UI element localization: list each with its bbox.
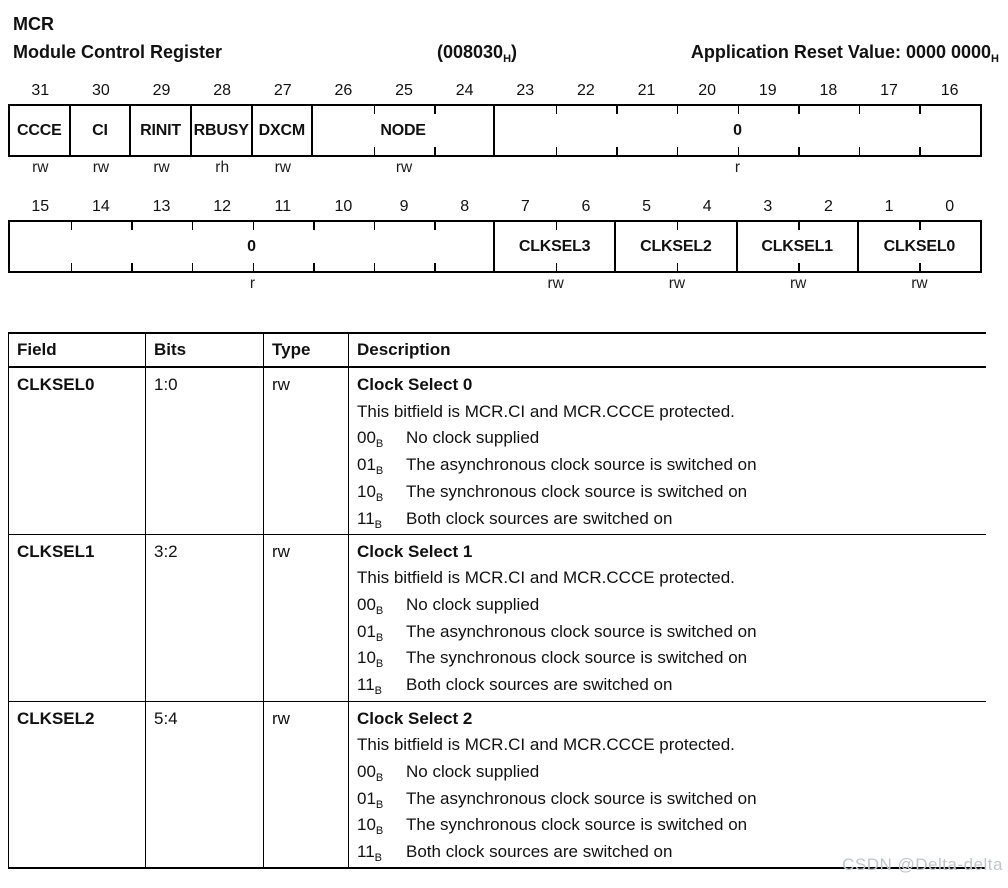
register-reset-value: Application Reset Value: 0000 $0000_H$	[690, 42, 999, 65]
field-description-cell	[349, 367, 986, 534]
access-type-label: rw	[92, 159, 110, 176]
bit-boundary-tick	[616, 106, 618, 114]
bit-number: 9	[399, 198, 409, 215]
access-type-label: rw	[395, 159, 413, 176]
bit-boundary-tick	[556, 222, 558, 230]
bit-boundary-tick	[798, 147, 800, 155]
value-code-subscript: B	[375, 798, 384, 811]
value-code: $10_B$	[357, 815, 384, 838]
register-long-name: Module Control Register	[13, 42, 223, 62]
bit-number: 4	[702, 198, 712, 215]
bit-number: 10	[334, 198, 353, 215]
field-type-cell: rw	[264, 534, 349, 701]
bit-number: 13	[152, 198, 171, 215]
value-code: $11_B$	[357, 675, 382, 698]
bit-boundary-tick	[374, 222, 376, 230]
value-code-subscript: B	[375, 604, 384, 617]
bit-boundary-tick	[798, 222, 800, 230]
description-title: Clock Select 0	[357, 375, 473, 394]
bit-field-label: 0	[247, 237, 256, 255]
bit-field-label: 0	[733, 121, 742, 139]
bit-number: 3	[763, 198, 773, 215]
value-code-subscript: B	[375, 491, 384, 504]
value-text: The synchronous clock source is switched on	[406, 648, 748, 668]
value-code: $01_B$	[357, 621, 384, 644]
bit-number: 17	[880, 82, 898, 99]
bit-boundary-tick	[71, 222, 73, 230]
table-row	[9, 534, 986, 701]
bit-boundary-tick	[859, 147, 861, 155]
value-code-subscript: B	[375, 438, 384, 451]
bit-field-cell	[131, 106, 192, 155]
bit-boundary-tick	[253, 263, 255, 271]
table-header-row	[9, 333, 986, 367]
value-code: $11_B$	[357, 842, 382, 865]
bit-boundary-tick	[677, 222, 679, 230]
column-header-description: Description	[349, 333, 986, 367]
value-code: $00_B$	[357, 761, 384, 784]
access-type-label: rw	[789, 275, 807, 292]
bit-boundary-tick	[556, 147, 558, 155]
watermark: CSDN @Delta-delta	[842, 855, 1003, 874]
bit-boundary-tick	[131, 222, 133, 230]
field-type-cell: rw	[264, 367, 349, 534]
bit-field-label: CI	[92, 121, 108, 139]
value-text: The synchronous clock source is switched on	[406, 815, 748, 835]
bit-number: 8	[460, 198, 470, 215]
value-code-subscript: B	[375, 658, 384, 671]
bit-boundary-tick	[859, 106, 861, 114]
bit-boundary-tick	[616, 147, 618, 155]
bit-field-cell	[71, 106, 132, 155]
value-text: Both clock sources are switched on	[406, 842, 673, 862]
access-type-label: r	[249, 275, 256, 292]
bit-number: 2	[823, 198, 833, 215]
bit-boundary-tick	[798, 106, 800, 114]
register-short-name: MCR	[13, 14, 54, 34]
bit-boundary-tick	[313, 222, 315, 230]
access-type-label: rh	[215, 159, 230, 176]
access-type-label: rw	[911, 275, 928, 292]
bit-boundary-tick	[919, 106, 921, 114]
value-code: $10_B$	[357, 648, 384, 671]
register-bit-row	[8, 104, 982, 157]
register-address: $(008030_H)$	[437, 42, 518, 65]
field-name-cell: CLKSEL2	[9, 701, 146, 868]
bit-boundary-tick	[434, 222, 436, 230]
bit-field-cell	[313, 106, 495, 155]
access-type-label: rw	[547, 275, 564, 292]
bit-number: 6	[581, 198, 591, 215]
value-code: $10_B$	[357, 481, 384, 504]
bit-boundary-tick	[434, 263, 436, 271]
bit-number: 18	[819, 82, 838, 99]
value-line	[357, 759, 986, 786]
bit-number: 14	[92, 198, 110, 215]
bit-boundary-tick	[313, 263, 315, 271]
value-text: Both clock sources are switched on	[406, 675, 673, 695]
bit-number: 22	[577, 82, 595, 99]
value-line	[357, 452, 986, 479]
table-row	[9, 701, 986, 868]
bit-boundary-tick	[374, 106, 376, 114]
field-bits-cell: 5:4	[146, 701, 264, 868]
description-note: This bitfield is MCR.CI and MCR.CCCE protected.	[357, 735, 735, 755]
bit-number: 29	[152, 82, 171, 99]
bit-number: 23	[516, 82, 535, 99]
field-description-cell	[349, 701, 986, 868]
column-header-bits: Bits	[146, 333, 264, 367]
bit-number: 19	[758, 82, 777, 99]
bit-field-label: DXCM	[258, 121, 305, 139]
value-code: $01_B$	[357, 455, 384, 478]
bit-number: 21	[637, 82, 656, 99]
value-text: No clock supplied	[406, 761, 540, 781]
bit-number: 5	[642, 198, 652, 215]
bit-number: 25	[395, 82, 413, 99]
bit-boundary-tick	[131, 263, 133, 271]
bit-boundary-tick	[434, 106, 436, 114]
value-line	[357, 645, 986, 672]
value-code-subscript: B	[375, 825, 384, 838]
description-note: This bitfield is MCR.CI and MCR.CCCE protected.	[357, 568, 735, 588]
bit-number: 11	[274, 198, 292, 215]
bit-boundary-tick	[192, 222, 194, 230]
bit-boundary-tick	[556, 263, 558, 271]
value-line	[357, 592, 986, 619]
access-type-label: rw	[32, 159, 49, 176]
bit-field-label: CLKSEL3	[518, 237, 591, 255]
bit-boundary-tick	[556, 106, 558, 114]
column-header-type: Type	[264, 333, 349, 367]
bit-number: 1	[884, 198, 894, 215]
bit-boundary-tick	[192, 263, 194, 271]
value-line	[357, 479, 986, 506]
value-line	[357, 425, 986, 452]
value-text: No clock supplied	[406, 594, 540, 614]
value-code-subscript: B	[375, 631, 384, 644]
value-code: $01_B$	[357, 788, 384, 811]
field-description-cell	[349, 534, 986, 701]
bit-number: 28	[213, 82, 232, 99]
bit-boundary-tick	[374, 147, 376, 155]
value-line	[357, 786, 986, 813]
access-type-label: rw	[668, 275, 686, 292]
value-text: Both clock sources are switched on	[406, 508, 673, 528]
register-bit-row	[8, 220, 982, 273]
field-type-cell: rw	[264, 701, 349, 868]
bit-number: 7	[520, 198, 530, 215]
bit-boundary-tick	[798, 263, 800, 271]
description-title: Clock Select 2	[357, 708, 473, 728]
bit-field-cell	[253, 106, 314, 155]
bit-boundary-tick	[253, 222, 255, 230]
bit-number: 16	[940, 82, 959, 99]
value-code-subscript: B	[375, 771, 384, 784]
access-type-label: r	[734, 159, 741, 176]
value-code: $11_B$	[357, 508, 382, 531]
field-name-cell: CLKSEL0	[9, 367, 146, 534]
value-line	[357, 506, 986, 533]
table-row	[9, 367, 986, 534]
bit-number: 30	[92, 82, 110, 99]
bit-field-cell	[10, 106, 71, 155]
bit-field-label: RINIT	[140, 121, 181, 139]
field-name-cell: CLKSEL1	[9, 534, 146, 701]
bit-boundary-tick	[677, 106, 679, 114]
bit-boundary-tick	[71, 263, 73, 271]
value-code: $00_B$	[357, 428, 384, 451]
value-text: The asynchronous clock source is switched on	[406, 621, 757, 641]
description-note: This bitfield is MCR.CI and MCR.CCCE protected.	[357, 401, 735, 421]
bit-field-label: CLKSEL2	[640, 237, 712, 255]
bit-boundary-tick	[738, 147, 740, 155]
value-code-subscript: B	[375, 465, 384, 478]
bit-boundary-tick	[919, 263, 921, 271]
bit-number: 12	[213, 198, 232, 215]
bit-number: 27	[273, 82, 292, 99]
field-bits-cell: 3:2	[146, 534, 264, 701]
bit-boundary-tick	[738, 106, 740, 114]
bit-number: 24	[455, 82, 474, 99]
bit-number: 0	[945, 198, 955, 215]
bit-boundary-tick	[677, 263, 679, 271]
value-code-subscript: B	[374, 518, 382, 531]
value-text: No clock supplied	[406, 428, 540, 448]
bit-field-label: CLKSEL0	[883, 237, 956, 255]
bit-field-diagram	[0, 0, 1008, 310]
bit-number: 26	[334, 82, 353, 99]
bit-boundary-tick	[434, 147, 436, 155]
bit-number: 15	[31, 198, 50, 215]
value-code-subscript: B	[374, 852, 382, 865]
column-header-field: Field	[9, 333, 146, 367]
bit-boundary-tick	[374, 263, 376, 271]
bit-field-label: CLKSEL1	[761, 237, 833, 255]
value-line	[357, 619, 986, 646]
bit-field-label: NODE	[380, 121, 426, 139]
bit-boundary-tick	[919, 222, 921, 230]
bit-field-cell	[192, 106, 253, 155]
access-type-label: rw	[153, 159, 170, 176]
value-line	[357, 812, 986, 839]
bit-field-label: RBUSY	[193, 121, 249, 139]
field-bits-cell: 1:0	[146, 367, 264, 534]
bit-field-label: CCCE	[17, 121, 62, 139]
access-type-label: rw	[274, 159, 291, 176]
bit-number: 20	[698, 82, 717, 99]
value-line	[357, 672, 986, 699]
field-description-table	[8, 332, 986, 869]
value-text: The asynchronous clock source is switched on	[406, 788, 757, 808]
bit-number: 31	[31, 82, 50, 99]
value-text: The asynchronous clock source is switched on	[406, 455, 757, 475]
bit-boundary-tick	[677, 147, 679, 155]
description-title: Clock Select 1	[357, 541, 473, 561]
value-code: $00_B$	[357, 594, 384, 617]
value-code-subscript: B	[374, 685, 382, 698]
bit-boundary-tick	[919, 147, 921, 155]
value-text: The synchronous clock source is switched on	[406, 481, 748, 501]
